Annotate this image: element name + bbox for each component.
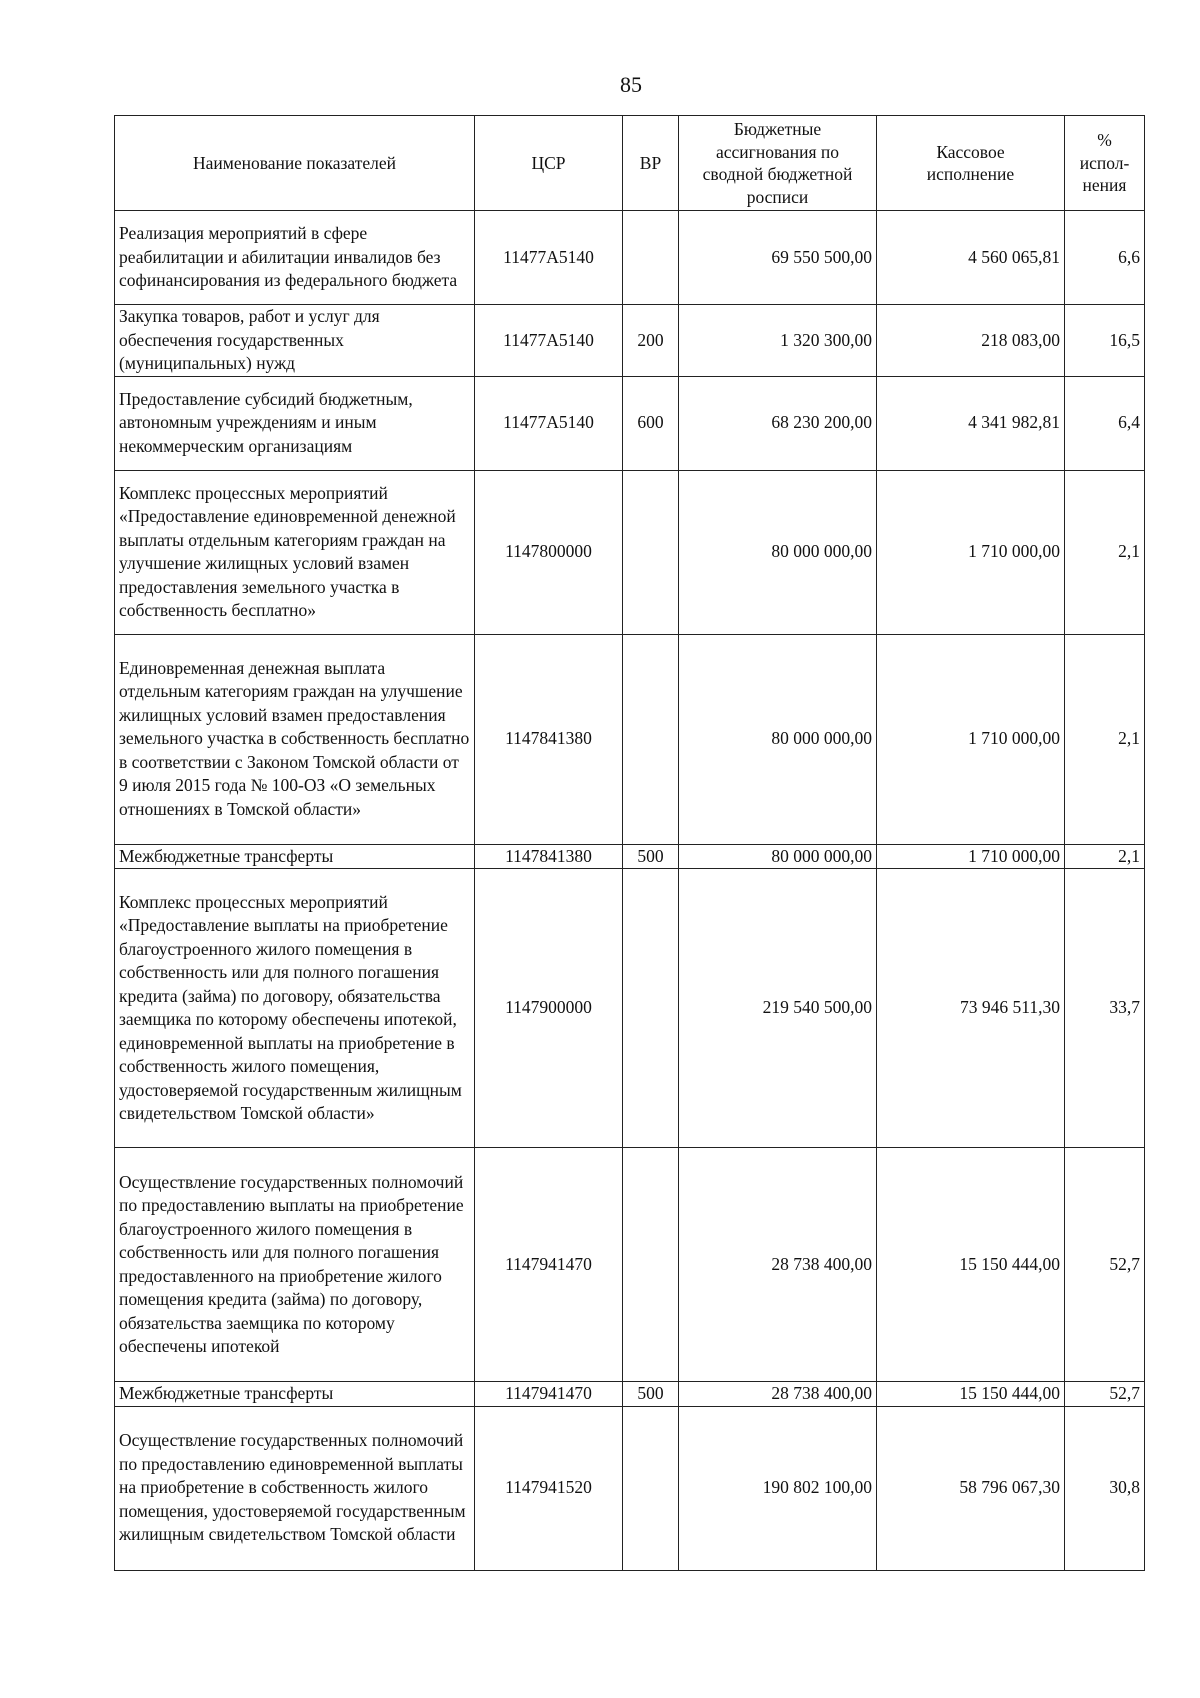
row-pct: 16,5 <box>1065 305 1145 377</box>
table-row <box>115 376 1145 470</box>
row-alloc: 68 230 200,00 <box>679 376 877 470</box>
row-csr: 1147941470 <box>475 1148 623 1382</box>
row-vr: 600 <box>623 376 679 470</box>
row-vr: 500 <box>623 1382 679 1407</box>
row-exec: 58 796 067,30 <box>877 1406 1065 1570</box>
row-alloc: 219 540 500,00 <box>679 869 877 1148</box>
budget-table <box>114 115 1145 1571</box>
row-csr: 1147841380 <box>475 634 623 844</box>
row-pct: 2,1 <box>1065 470 1145 634</box>
row-name: Комплекс процессных мероприятий «Предоставление выплаты на приобретение благоустроенного жилого помещения в собственность или для полного погашения кредита (займа) по договору, обязательства заемщика по которому обеспечены ипотекой, единовременной выплаты на приобретение в собственность жилого помещения, удостоверяемой государственным жилищным свидетельством Томской области» <box>115 869 475 1148</box>
row-csr: 11477А5140 <box>475 376 623 470</box>
table-row <box>115 211 1145 305</box>
row-vr <box>623 470 679 634</box>
row-vr <box>623 634 679 844</box>
row-alloc: 190 802 100,00 <box>679 1406 877 1570</box>
row-exec: 4 341 982,81 <box>877 376 1065 470</box>
row-csr: 1147900000 <box>475 869 623 1148</box>
row-vr <box>623 1148 679 1382</box>
row-pct: 33,7 <box>1065 869 1145 1148</box>
row-csr: 1147941470 <box>475 1382 623 1407</box>
row-alloc: 1 320 300,00 <box>679 305 877 377</box>
row-name: Осуществление государственных полномочий по предоставлению единовременной выплаты на приобретение в собственность жилого помещения, удостоверяемой государственным жилищным свидетельством Томской области <box>115 1406 475 1570</box>
row-vr <box>623 869 679 1148</box>
header-csr: ЦСР <box>475 116 623 211</box>
header-name: Наименование показателей <box>115 116 475 211</box>
page-number: 85 <box>620 72 642 97</box>
row-pct: 6,4 <box>1065 376 1145 470</box>
header-row <box>115 116 1145 211</box>
table-row <box>115 1148 1145 1382</box>
row-name: Единовременная денежная выплата отдельным категориям граждан на улучшение жилищных условий взамен предоставления земельного участка в собственность бесплатно в соответствии с Законом Томской области от 9 июля 2015 года № 100-ОЗ «О земельных отношениях в Томской области» <box>115 634 475 844</box>
row-vr <box>623 1406 679 1570</box>
row-pct: 52,7 <box>1065 1382 1145 1407</box>
row-alloc: 80 000 000,00 <box>679 470 877 634</box>
row-pct: 2,1 <box>1065 844 1145 869</box>
row-pct: 52,7 <box>1065 1148 1145 1382</box>
row-pct: 2,1 <box>1065 634 1145 844</box>
header-exec: Кассовое исполнение <box>877 116 1065 211</box>
row-exec: 218 083,00 <box>877 305 1065 377</box>
header-alloc: Бюджетные ассигнования по сводной бюджетной росписи <box>679 116 877 211</box>
row-csr: 11477А5140 <box>475 305 623 377</box>
table-row <box>115 869 1145 1148</box>
header-pct: % испол-нения <box>1065 116 1145 211</box>
row-pct: 30,8 <box>1065 1406 1145 1570</box>
table-row <box>115 844 1145 869</box>
table-row <box>115 634 1145 844</box>
row-name: Межбюджетные трансферты <box>115 844 475 869</box>
row-exec: 73 946 511,30 <box>877 869 1065 1148</box>
row-vr <box>623 211 679 305</box>
row-exec: 1 710 000,00 <box>877 470 1065 634</box>
row-exec: 15 150 444,00 <box>877 1148 1065 1382</box>
row-name: Осуществление государственных полномочий по предоставлению выплаты на приобретение благоустроенного жилого помещения в собственность или для полного погашения предоставленного на приобретение жилого помещения кредита (займа) по договору, обязательства заемщика по которому обеспечены ипотекой <box>115 1148 475 1382</box>
row-alloc: 28 738 400,00 <box>679 1148 877 1382</box>
row-csr: 11477А5140 <box>475 211 623 305</box>
row-exec: 1 710 000,00 <box>877 634 1065 844</box>
row-vr: 500 <box>623 844 679 869</box>
row-name: Предоставление субсидий бюджетным, автономным учреждениям и иным некоммерческим организациям <box>115 376 475 470</box>
row-alloc: 80 000 000,00 <box>679 844 877 869</box>
row-exec: 1 710 000,00 <box>877 844 1065 869</box>
table-row <box>115 1406 1145 1570</box>
row-csr: 1147800000 <box>475 470 623 634</box>
row-pct: 6,6 <box>1065 211 1145 305</box>
row-name: Реализация мероприятий в сфере реабилитации и абилитации инвалидов без софинансирования из федерального бюджета <box>115 211 475 305</box>
table-row <box>115 470 1145 634</box>
row-alloc: 69 550 500,00 <box>679 211 877 305</box>
table-row <box>115 305 1145 377</box>
row-exec: 4 560 065,81 <box>877 211 1065 305</box>
row-alloc: 80 000 000,00 <box>679 634 877 844</box>
row-vr: 200 <box>623 305 679 377</box>
row-name: Закупка товаров, работ и услуг для обеспечения государственных (муниципальных) нужд <box>115 305 475 377</box>
table-row <box>115 1382 1145 1407</box>
row-name: Межбюджетные трансферты <box>115 1382 475 1407</box>
row-csr: 1147841380 <box>475 844 623 869</box>
row-csr: 1147941520 <box>475 1406 623 1570</box>
header-vr: ВР <box>623 116 679 211</box>
row-alloc: 28 738 400,00 <box>679 1382 877 1407</box>
row-exec: 15 150 444,00 <box>877 1382 1065 1407</box>
row-name: Комплекс процессных мероприятий «Предоставление единовременной денежной выплаты отдельным категориям граждан на улучшение жилищных условий взамен предоставления земельного участка в собственность бесплатно» <box>115 470 475 634</box>
